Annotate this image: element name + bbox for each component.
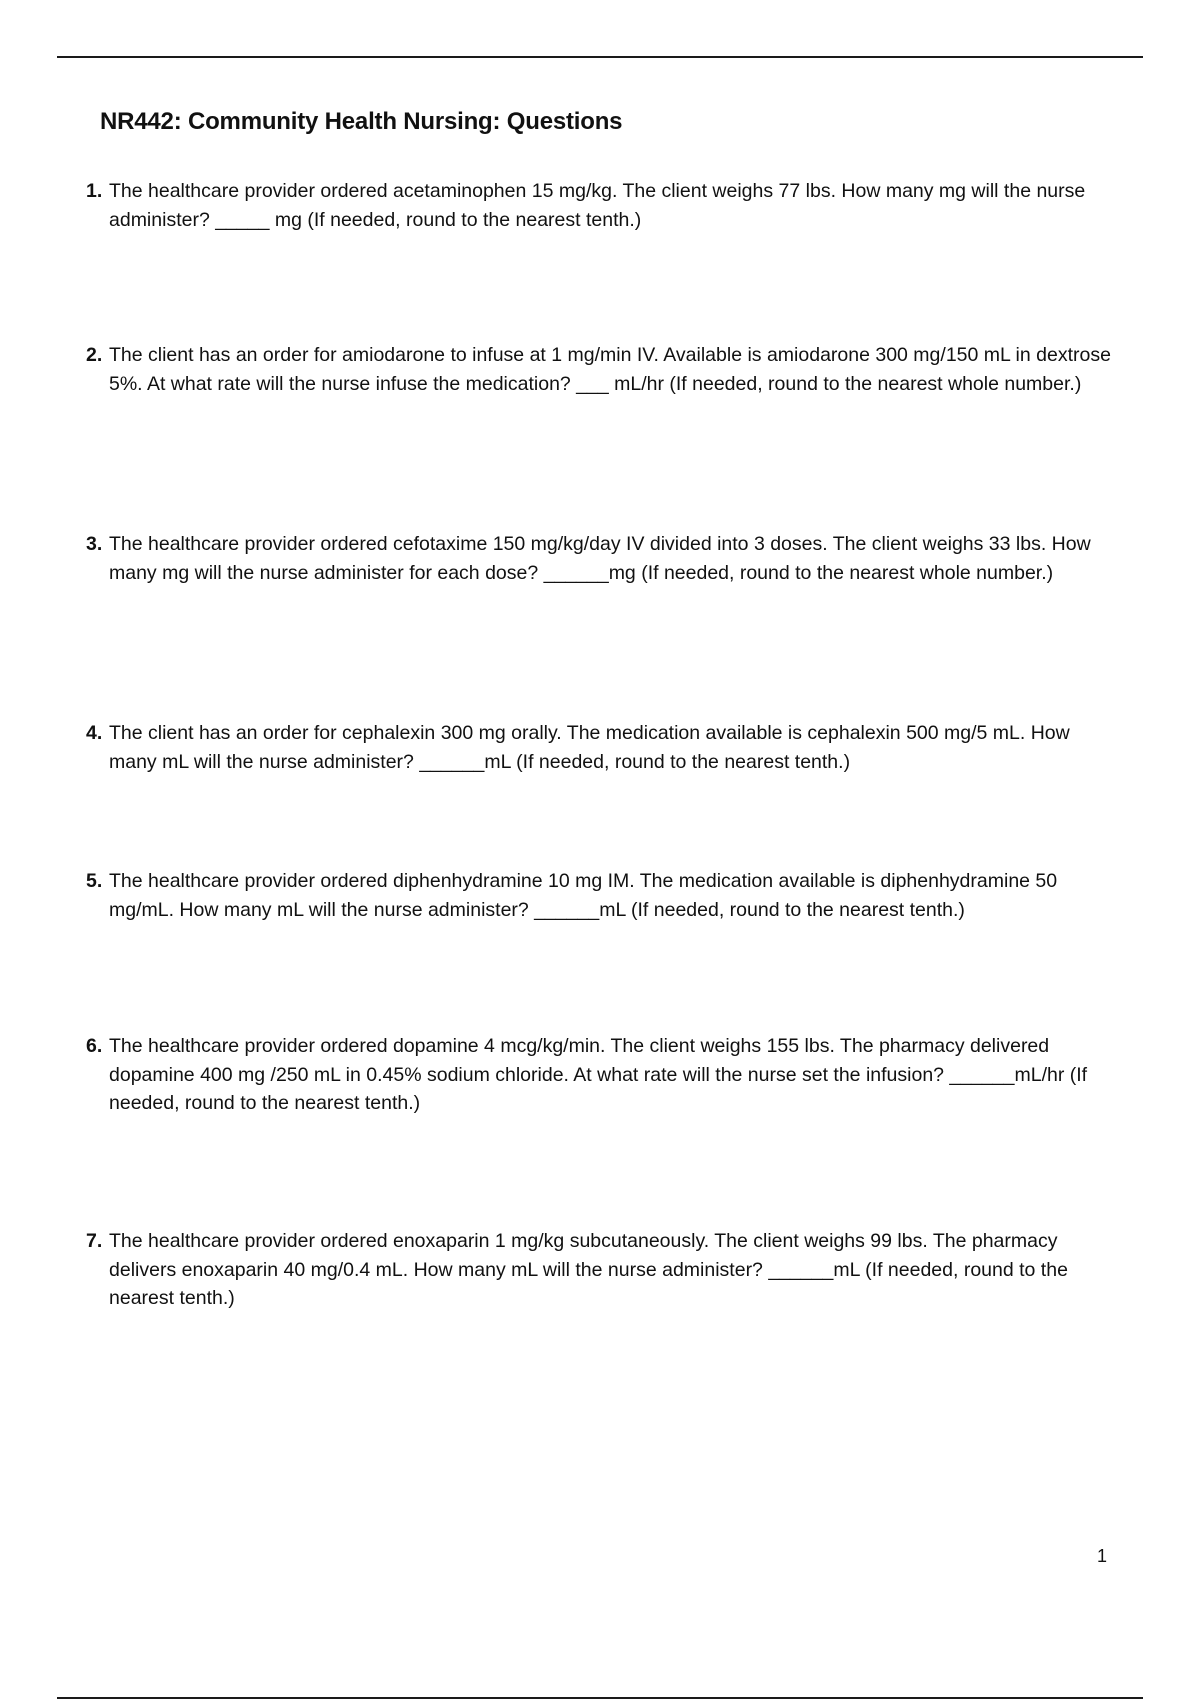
question-text: The healthcare provider ordered dopamine 4 mcg/kg/min. The client weighs 155 lbs. The pharmacy delivered dopamine 400 mg /250 mL in 0.45% sodium chloride. At what rate will the nurse set the infusion? ______mL/hr (If needed, round to the nearest tenth.) [109, 1035, 1088, 1114]
question-number: 5. [86, 870, 103, 892]
question-4 [86, 719, 1116, 776]
question-text: The client has an order for cephalexin 300 mg orally. The medication available is cephalexin 500 mg/5 mL. How many mL will the nurse administer? ______mL (If needed, round to the nearest tenth.) [109, 722, 1070, 773]
question-number: 7. [86, 1230, 103, 1252]
question-2 [86, 341, 1116, 398]
question-1 [86, 177, 1116, 234]
question-number: 6. [86, 1035, 103, 1057]
footer-rule [57, 1697, 1143, 1699]
page-number: 1 [1096, 1546, 1107, 1566]
header-rule [57, 56, 1143, 58]
question-7 [86, 1227, 1116, 1313]
question-text: The healthcare provider ordered enoxaparin 1 mg/kg subcutaneously. The client weighs 99 lbs. The pharmacy delivers enoxaparin 40 mg/0.4 mL. How many mL will the nurse administer? ______mL (If needed, round to the nearest tenth.) [109, 1230, 1068, 1309]
question-6 [86, 1032, 1116, 1118]
question-number: 2. [86, 344, 103, 366]
question-number: 4. [86, 722, 103, 744]
question-text: The client has an order for amiodarone to infuse at 1 mg/min IV. Available is amiodarone 300 mg/150 mL in dextrose 5%. At what rate will the nurse infuse the medication? ___ mL/hr (If needed, round to the nearest whole number.) [109, 344, 1111, 395]
question-5 [86, 867, 1116, 924]
document-title: NR442: Community Health Nursing: Questions [100, 108, 623, 135]
question-number: 1. [86, 180, 103, 202]
question-text: The healthcare provider ordered diphenhydramine 10 mg IM. The medication available is diphenhydramine 50 mg/mL. How many mL will the nurse administer? ______mL (If needed, round to the nearest tenth.) [109, 870, 1058, 921]
question-3 [86, 530, 1116, 587]
question-text: The healthcare provider ordered cefotaxime 150 mg/kg/day IV divided into 3 doses. The client weighs 33 lbs. How many mg will the nurse administer for each dose? ______mg (If needed, round to the nearest whole number.) [109, 533, 1091, 584]
question-text: The healthcare provider ordered acetaminophen 15 mg/kg. The client weighs 77 lbs. How many mg will the nurse administer? _____ mg (If needed, round to the nearest tenth.) [109, 180, 1086, 231]
question-number: 3. [86, 533, 103, 555]
